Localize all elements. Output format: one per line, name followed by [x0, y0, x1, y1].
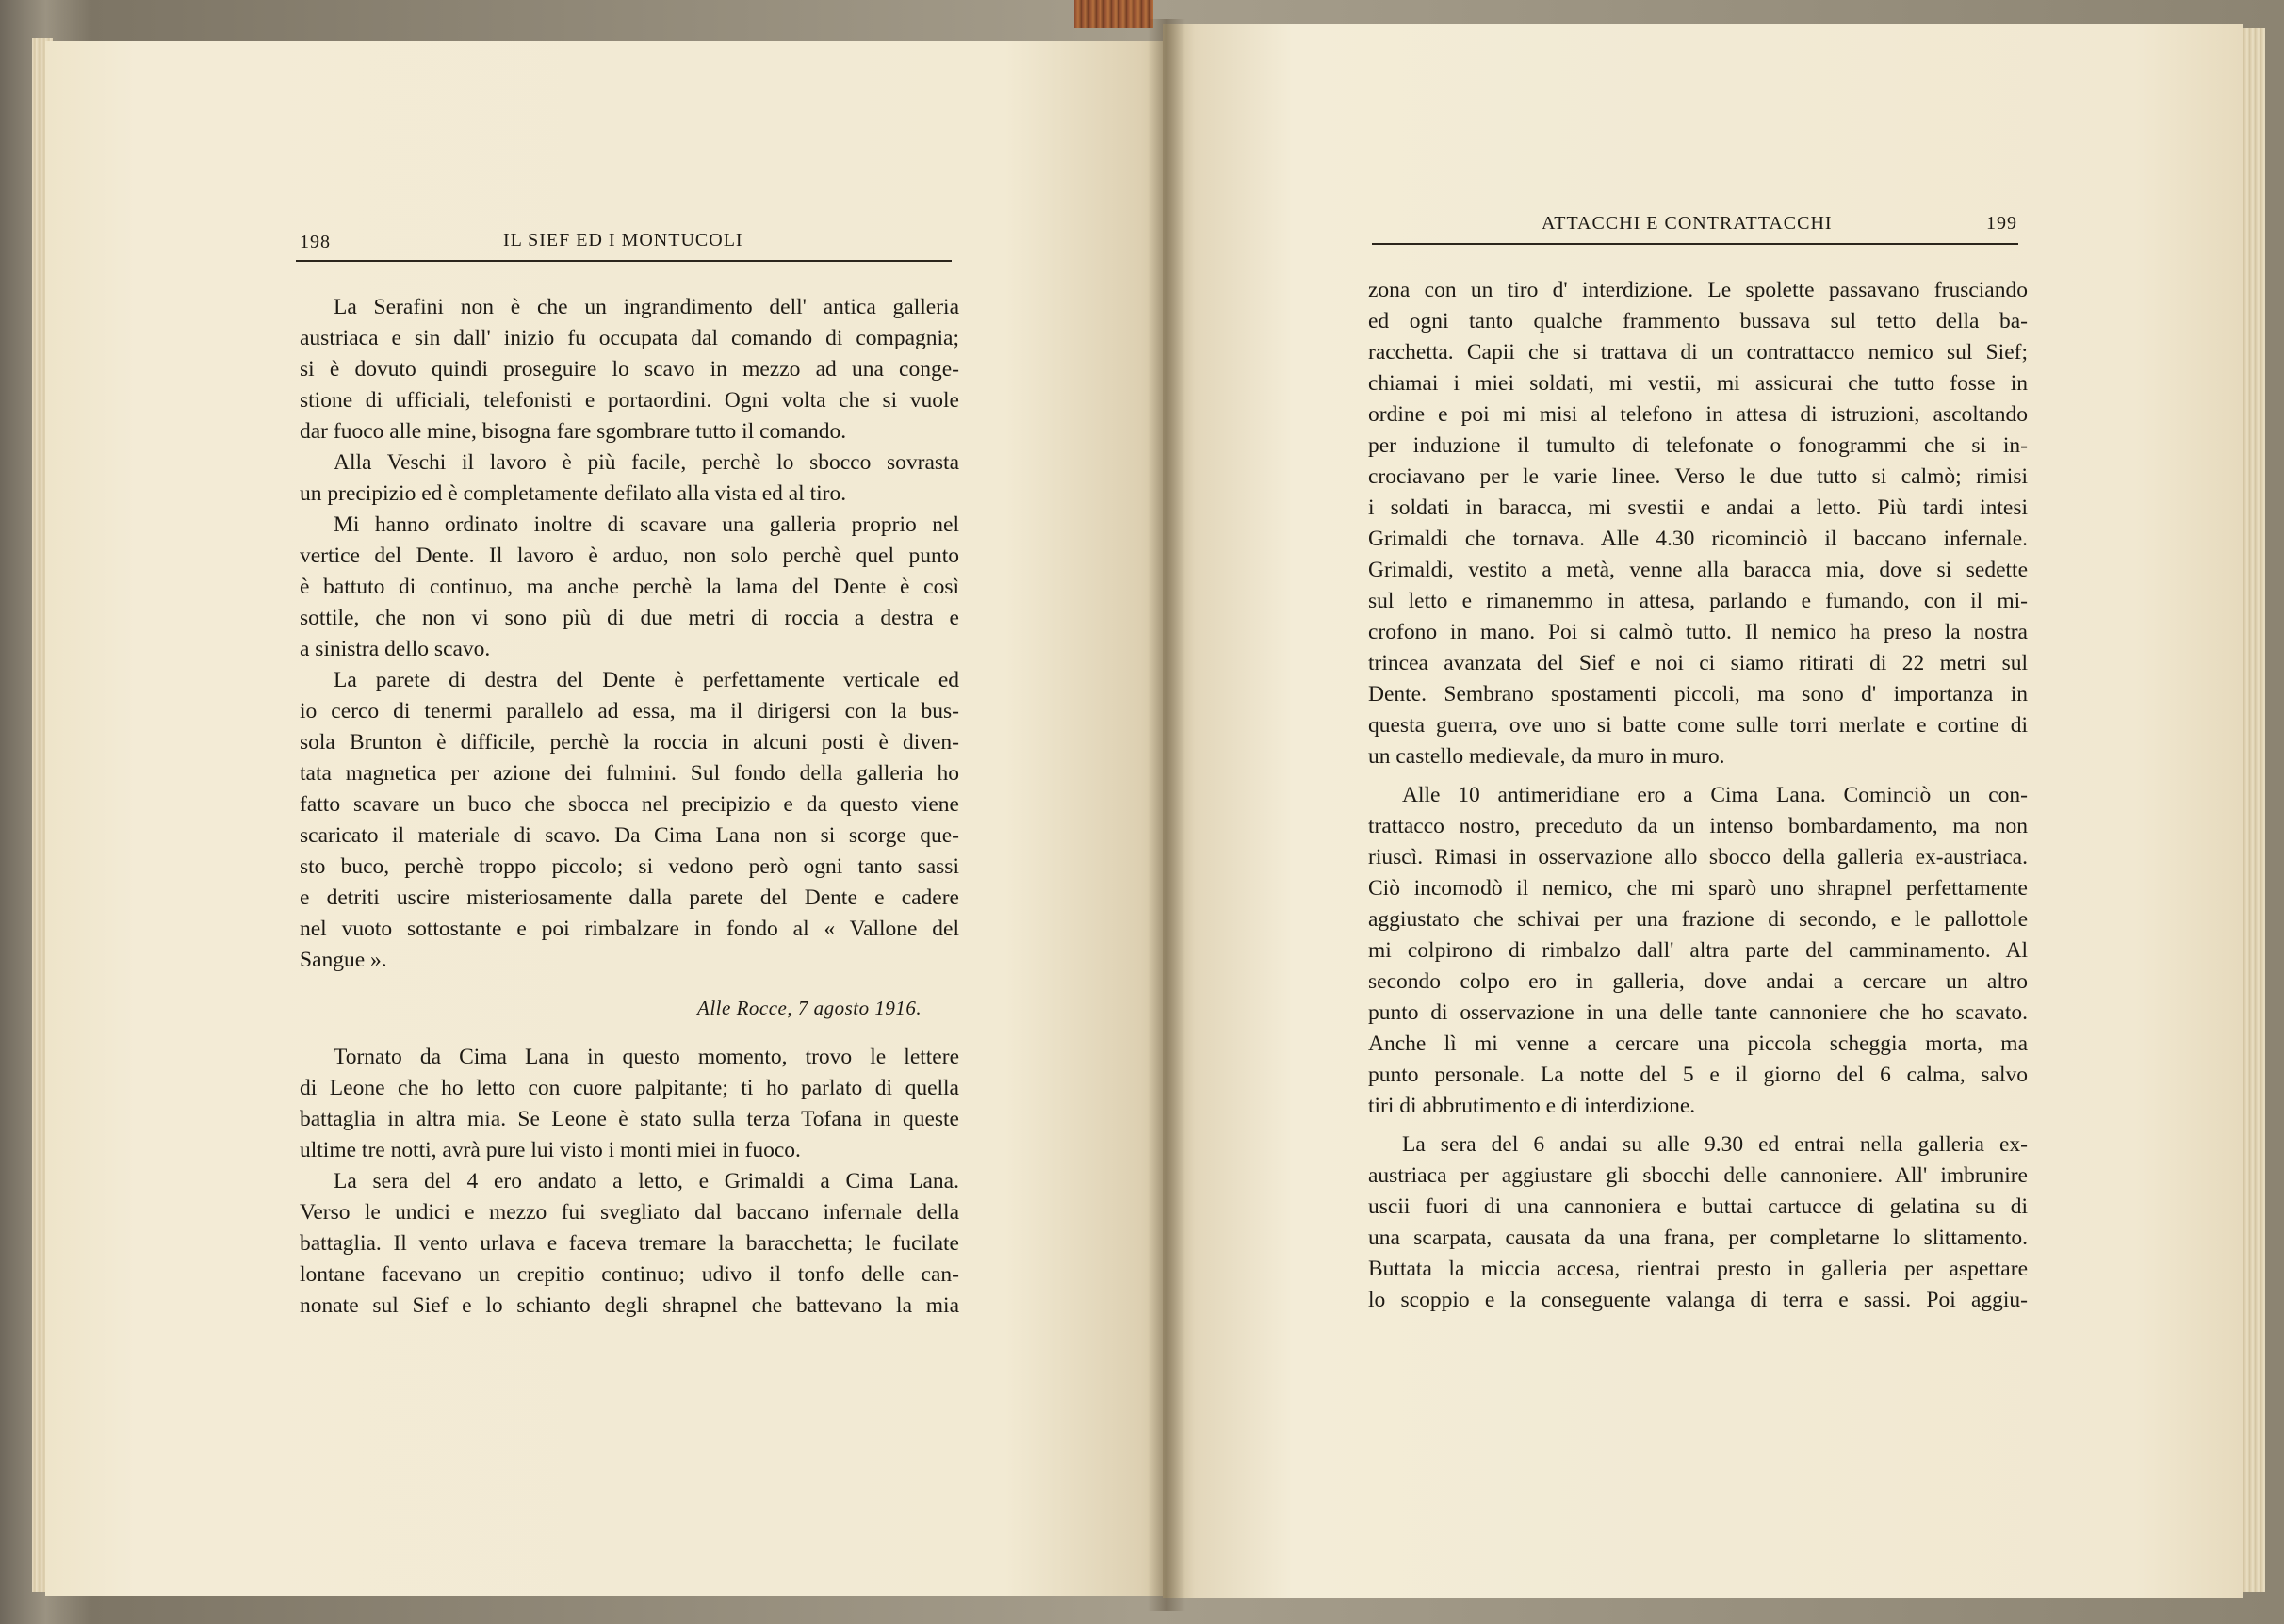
text-line: un castello medievale, da muro in muro.	[1368, 744, 1725, 769]
text-line: battaglia. Il vento urlava e faceva tremare la baracchetta; le fucilate	[300, 1231, 959, 1256]
right-paragraph-2	[1368, 780, 2028, 1122]
left-paragraph-6	[300, 1166, 959, 1322]
text-line: Grimaldi che tornava. Alle 4.30 ricominciò il baccano infernale.	[1368, 527, 2028, 551]
text-line: un precipizio ed è completamente defilato alla vista ed al tiro.	[300, 481, 847, 506]
left-paragraph-5	[300, 1042, 959, 1166]
left-header-rule	[296, 260, 952, 262]
right-header-rule	[1372, 243, 2018, 245]
text-line: battaglia in altra mia. Se Leone è stato sulla terza Tofana in queste	[300, 1107, 959, 1131]
text-line: per induzione il tumulto di telefonate o fonogrammi che si in-	[1368, 433, 2028, 458]
text-line: Tornato da Cima Lana in questo momento, trovo le lettere	[334, 1045, 959, 1069]
right-running-head: ATTACCHI E CONTRATTACCHI	[1542, 213, 1833, 234]
text-line: trattacco nostro, preceduto da un intenso bombardamento, ma non	[1368, 814, 2028, 838]
text-line: crofono in mano. Poi si calmò tutto. Il nemico ha preso la nostra	[1368, 620, 2028, 644]
text-line: La sera del 4 ero andato a letto, e Grimaldi a Cima Lana.	[334, 1169, 959, 1194]
text-line: io cerco di tenermi parallelo ad essa, ma il dirigersi con la bus-	[300, 699, 959, 723]
text-line: scaricato il materiale di scavo. Da Cima Lana non si scorge que-	[300, 823, 959, 848]
text-line: punto di osservazione in una delle tante cannoniere che ho scavato.	[1368, 1000, 2028, 1025]
text-line: lontane facevano un crepitio continuo; udivo il tonfo delle can-	[300, 1262, 959, 1287]
text-line: tiri di abbrutimento e di interdizione.	[1368, 1094, 1696, 1118]
text-line: ordine e poi mi misi al telefono in attesa di istruzioni, ascoltando	[1368, 402, 2028, 427]
dateline: Alle Rocce, 7 agosto 1916.	[697, 997, 922, 1019]
text-line: nel vuoto sottostante e poi rimbalzare in fondo al « Vallone del	[300, 917, 959, 941]
text-line: sola Brunton è difficile, perchè la roccia in alcuni posti è diven-	[300, 730, 959, 755]
right-paragraph-1	[1368, 275, 2028, 772]
text-line: racchetta. Capii che si trattava di un contrattacco nemico sul Sief;	[1368, 340, 2028, 365]
text-line: Grimaldi, vestito a metà, venne alla baracca mia, dove si sedette	[1368, 558, 2028, 582]
left-paragraph-1	[300, 292, 959, 447]
text-line: secondo colpo ero in galleria, dove andai a cercare un altro	[1368, 969, 2028, 994]
text-line: Dente. Sembrano spostamenti piccoli, ma sono d' importanza in	[1368, 682, 2028, 706]
left-running-head: IL SIEF ED I MONTUCOLI	[503, 230, 743, 251]
text-line: a sinistra dello scavo.	[300, 637, 491, 661]
text-line: austriaca per aggiustare gli sbocchi delle cannoniere. All' imbrunire	[1368, 1163, 2028, 1188]
book-gutter	[1148, 19, 1185, 1611]
text-line: i soldati in baracca, mi svestii e andai a letto. Più tardi intesi	[1368, 495, 2028, 520]
text-line: La parete di destra del Dente è perfettamente verticale ed	[334, 668, 959, 692]
text-line: Alla Veschi il lavoro è più facile, perchè lo sbocco sovrasta	[334, 450, 959, 475]
text-line: Anche lì mi venne a cercare una piccola scheggia morta, ma	[1368, 1031, 2028, 1056]
text-line: ed ogni tanto qualche frammento bussava sul tetto della ba-	[1368, 309, 2028, 333]
text-line: mi colpirono di rimbalzo dall' altra parte del camminamento. Al	[1368, 938, 2028, 963]
text-line: uscii fuori di una cannoniera e buttai cartucce di gelatina su di	[1368, 1194, 2028, 1219]
text-line: punto personale. La notte del 5 e il giorno del 6 calma, salvo	[1368, 1063, 2028, 1087]
text-line: una scarpata, causata da una frana, per completarne lo slittamento.	[1368, 1226, 2028, 1250]
bookmark-ribbon	[1074, 0, 1153, 28]
text-line: crociavano per le varie linee. Verso le due tutto si calmò; rimisi	[1368, 464, 2028, 489]
text-line: si è dovuto quindi proseguire lo scavo in mezzo ad una conge-	[300, 357, 959, 382]
text-line: fatto scavare un buco che sbocca nel precipizio e da questo viene	[300, 792, 959, 817]
text-line: trincea avanzata del Sief e noi ci siamo ritirati di 22 metri sul	[1368, 651, 2028, 675]
text-line: chiamai i miei soldati, mi vestii, mi assicurai che tutto fosse in	[1368, 371, 2028, 396]
text-line: sto buco, perchè troppo piccolo; si vedono però ogni tanto sassi	[300, 854, 959, 879]
text-line: austriaca e sin dall' inizio fu occupata dal comando di compagnia;	[300, 326, 959, 350]
text-line: sottile, che non vi sono più di due metri di roccia a destra e	[300, 606, 959, 630]
right-text-block	[1368, 275, 2028, 1316]
left-paragraph-2	[300, 447, 959, 510]
text-line: dar fuoco alle mine, bisogna fare sgombrare tutto il comando.	[300, 419, 847, 444]
text-line: tata magnetica per azione dei fulmini. Sul fondo della galleria ho	[300, 761, 959, 786]
text-line: lo scoppio e la conseguente valanga di terra e sassi. Poi aggiu-	[1368, 1288, 2028, 1312]
right-page-number: 199	[1986, 213, 2017, 234]
text-line: aggiustato che schivai per una frazione di secondo, e le pallottole	[1368, 907, 2028, 932]
text-line: La Serafini non è che un ingrandimento dell' antica galleria	[334, 295, 959, 319]
text-line: stione di ufficiali, telefonisti e portaordini. Ogni volta che si vuole	[300, 388, 959, 413]
text-line: e detriti uscire misteriosamente dalla parete del Dente e cadere	[300, 885, 959, 910]
text-line: Sangue ».	[300, 948, 387, 972]
text-line: vertice del Dente. Il lavoro è arduo, non solo perchè quel punto	[300, 544, 959, 568]
left-text-block-2	[300, 1042, 959, 1322]
text-line: di Leone che ho letto con cuore palpitante; ti ho parlato di quella	[300, 1076, 959, 1100]
text-line: questa guerra, ove uno si batte come sulle torri merlate e cortine di	[1368, 713, 2028, 738]
left-page-number: 198	[300, 232, 331, 252]
text-line: ultime tre notti, avrà pure lui visto i monti miei in fuoco.	[300, 1138, 801, 1162]
text-line: è battuto di continuo, ma anche perchè la lama del Dente è così	[300, 575, 959, 599]
text-line: La sera del 6 andai su alle 9.30 ed entrai nella galleria ex-	[1402, 1132, 2028, 1157]
left-paragraph-3	[300, 510, 959, 665]
left-text-block-1	[300, 292, 959, 976]
text-line: Verso le undici e mezzo fui svegliato dal baccano infernale della	[300, 1200, 959, 1225]
text-line: Ciò incomodò il nemico, che mi sparò uno shrapnel perfettamente	[1368, 876, 2028, 901]
right-paragraph-3	[1368, 1129, 2028, 1316]
left-paragraph-4	[300, 665, 959, 976]
text-line: sul letto e rimanemmo in attesa, parlando e fumando, con il mi-	[1368, 589, 2028, 613]
text-line: Alle 10 antimeridiane ero a Cima Lana. Cominciò un con-	[1402, 783, 2028, 807]
text-line: Buttata la miccia accesa, rientrai presto in galleria per aspettare	[1368, 1257, 2028, 1281]
text-line: riuscì. Rimasi in osservazione allo sbocco della galleria ex-austriaca.	[1368, 845, 2028, 869]
text-line: zona con un tiro d' interdizione. Le spolette passavano frusciando	[1368, 278, 2028, 302]
text-line: Mi hanno ordinato inoltre di scavare una galleria proprio nel	[334, 512, 959, 537]
text-line: nonate sul Sief e lo schianto degli shrapnel che battevano la mia	[300, 1293, 959, 1318]
